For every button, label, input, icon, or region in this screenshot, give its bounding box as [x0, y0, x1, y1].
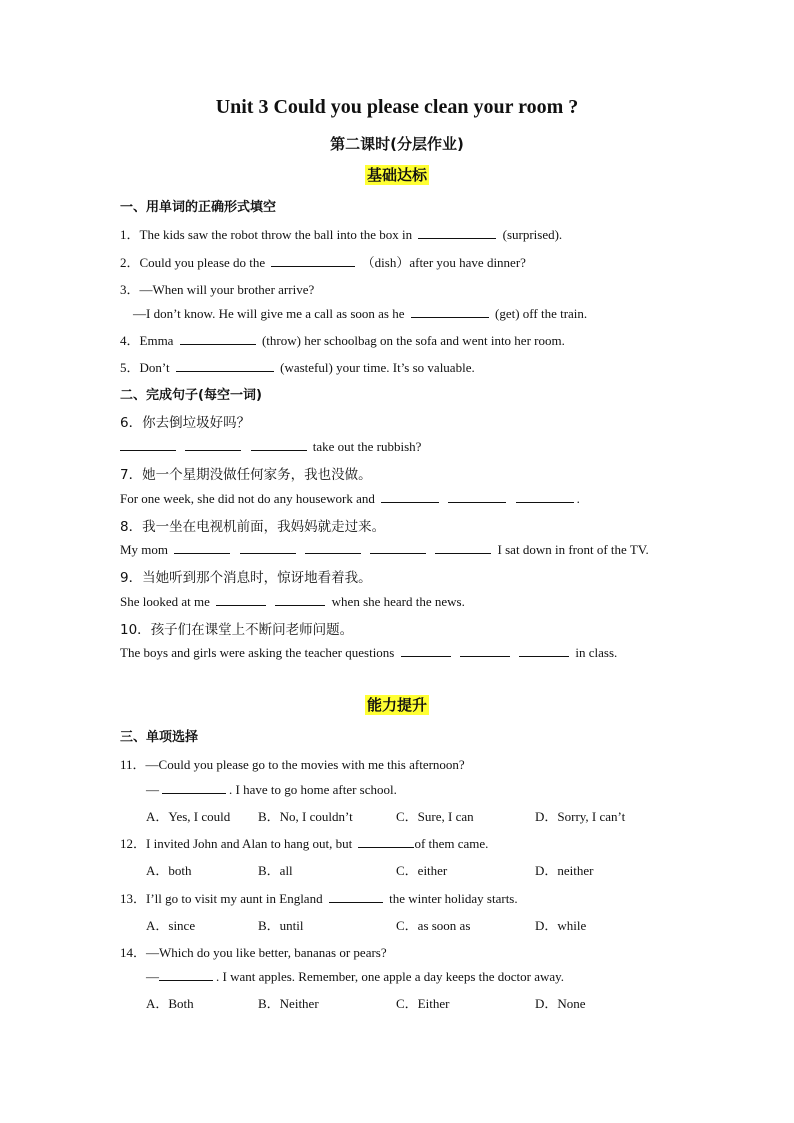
answer-blank[interactable] — [240, 541, 296, 554]
answer-blank[interactable] — [401, 644, 451, 657]
answer-blank[interactable] — [162, 781, 226, 794]
option-c[interactable]: C．either — [396, 863, 448, 878]
option-c[interactable]: C．as soon as — [396, 918, 471, 933]
option-c[interactable]: C．Either — [396, 996, 450, 1011]
question-7-chinese: 7．她一个星期没做任何家务，我也没做。 — [120, 467, 372, 483]
answer-blank[interactable] — [370, 541, 426, 554]
question-11-stem: 11．—Could you please go to the movies with me this afternoon? — [120, 757, 465, 772]
question-3-prompt: 3．—When will your brother arrive? — [120, 282, 315, 297]
badge-basic: 基础达标 — [366, 166, 427, 184]
answer-blank[interactable] — [275, 593, 325, 606]
answer-blank[interactable] — [185, 438, 241, 451]
option-c[interactable]: C．Sure, I can — [396, 809, 474, 824]
answer-blank[interactable] — [271, 254, 355, 267]
answer-blank[interactable] — [159, 968, 213, 981]
page-subtitle: 第二课时(分层作业) — [330, 135, 464, 153]
answer-blank[interactable] — [460, 644, 510, 657]
question-9-english: She looked at me when she heard the news. — [120, 594, 465, 609]
question-14-response: — . I want apples. Remember, one apple a day keeps the doctor away. — [146, 969, 565, 984]
question-13-stem: 13．I’ll go to visit my aunt in England the winter holiday starts. — [120, 891, 518, 906]
question-12-stem: 12．I invited John and Alan to hang out, but of them came. — [120, 836, 489, 851]
question-10-chinese: 10．孩子们在课堂上不断问老师问题。 — [120, 622, 354, 638]
question-14-stem: 14．—Which do you like better, bananas or pears? — [120, 945, 387, 960]
question-8-english: My mom I sat down in front of the TV. — [120, 542, 649, 557]
answer-blank[interactable] — [418, 226, 496, 239]
badge-advanced: 能力提升 — [366, 696, 427, 714]
answer-blank[interactable] — [329, 890, 383, 903]
option-d[interactable]: D．while — [535, 918, 587, 933]
question-2: 2．Could you please do the （dish）after you have dinner? — [120, 255, 526, 270]
answer-blank[interactable] — [174, 541, 230, 554]
answer-blank[interactable] — [435, 541, 491, 554]
section-1-heading: 一、用单词的正确形式填空 — [120, 200, 277, 215]
question-6-english: take out the rubbish? — [120, 438, 421, 455]
question-10-english: The boys and girls were asking the teacher questions in class. — [120, 645, 618, 660]
answer-blank[interactable] — [516, 490, 574, 503]
answer-blank[interactable] — [251, 438, 307, 451]
answer-blank[interactable] — [176, 359, 274, 372]
option-d[interactable]: D．Sorry, I can’t — [535, 809, 626, 824]
answer-blank[interactable] — [358, 835, 414, 848]
option-b[interactable]: B．Neither — [258, 996, 319, 1011]
question-1: 1．The kids saw the robot throw the ball into the box in (surprised). — [120, 227, 563, 242]
answer-blank[interactable] — [411, 305, 489, 318]
question-6-chinese: 6．你去倒垃圾好吗？ — [120, 415, 251, 431]
answer-blank[interactable] — [120, 438, 176, 451]
badge-advanced-row — [0, 694, 794, 715]
option-b[interactable]: B．until — [258, 918, 304, 933]
question-7-english: For one week, she did not do any housework and . — [120, 491, 580, 506]
answer-blank[interactable] — [448, 490, 506, 503]
section-2-heading: 二、完成句子(每空一词) — [120, 388, 262, 403]
option-a[interactable]: A．both — [146, 863, 192, 878]
option-b[interactable]: B．all — [258, 863, 293, 878]
answer-blank[interactable] — [519, 644, 569, 657]
question-9-chinese: 9．当她听到那个消息时，惊讶地看着我。 — [120, 570, 372, 586]
option-a[interactable]: A．since — [146, 918, 196, 933]
page-title: Unit 3 Could you please clean your room ? — [215, 96, 579, 118]
question-3-answer: —I don’t know. He will give me a call as soon as he (get) off the train. — [133, 306, 588, 321]
section-3-heading: 三、单项选择 — [120, 730, 199, 745]
answer-blank[interactable] — [216, 593, 266, 606]
question-8-chinese: 8．我一坐在电视机前面，我妈妈就走过来。 — [120, 519, 386, 535]
answer-blank[interactable] — [381, 490, 439, 503]
option-d[interactable]: D．neither — [535, 863, 594, 878]
option-b[interactable]: B．No, I couldn’t — [258, 809, 353, 824]
option-a[interactable]: A．Both — [146, 996, 194, 1011]
badge-basic-row — [0, 164, 794, 185]
question-4: 4．Emma (throw) her schoolbag on the sofa and went into her room. — [120, 333, 565, 348]
answer-blank[interactable] — [180, 332, 256, 345]
option-d[interactable]: D．None — [535, 996, 586, 1011]
question-11-response: — . I have to go home after school. — [146, 782, 397, 797]
answer-blank[interactable] — [305, 541, 361, 554]
option-a[interactable]: A．Yes, I could — [146, 809, 231, 824]
question-5: 5．Don’t (wasteful) your time. It’s so valuable. — [120, 360, 475, 375]
